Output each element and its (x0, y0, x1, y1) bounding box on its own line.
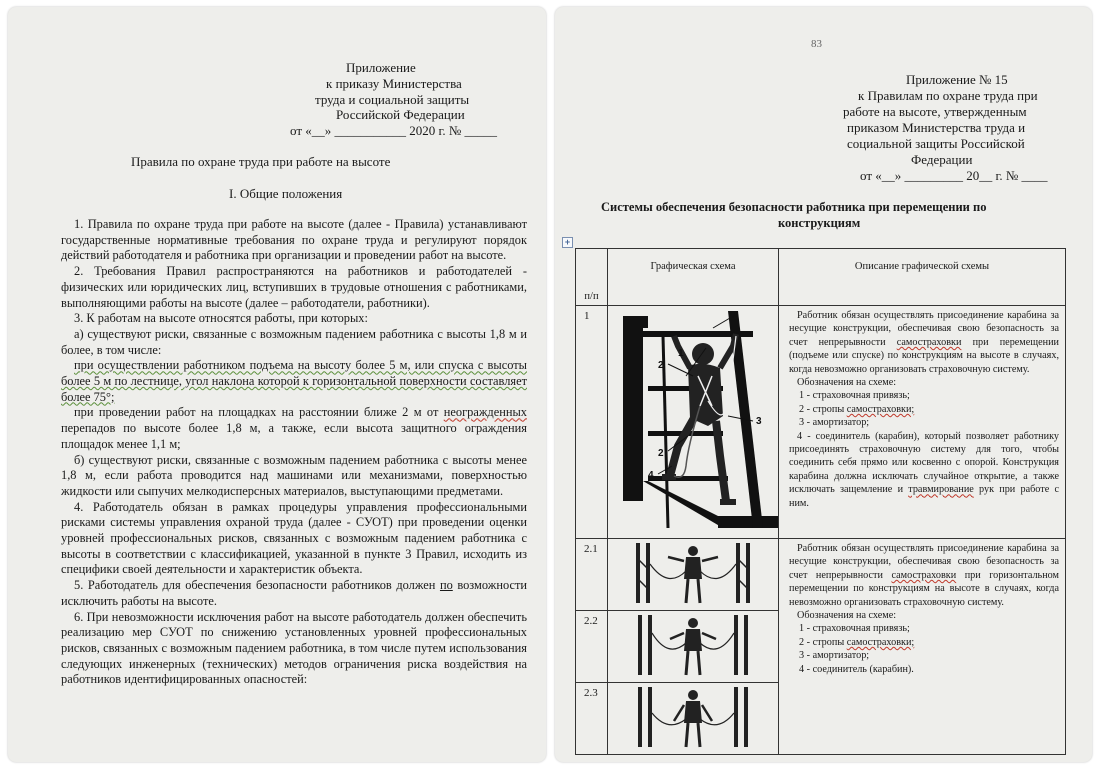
body-text (61, 217, 527, 688)
table-header-row (576, 249, 1066, 306)
header-line: труда и социальной защиты (315, 92, 470, 107)
description-paragraph (789, 542, 1059, 609)
figure-label: 1 (678, 348, 684, 359)
text-span: 4 - соединитель (карабин), который позволяет работнику присоединять страховочную систему для того, чтобы соединить себя прямо или косвенно с опорой. Конструкция карабина должна исключать случайное открытие, а также исключать защемление и (789, 430, 1059, 496)
text-span: при перемещении (подъеме или спуске) по конструкциям на высоте в случаях, когда невозможно организовать страховочную систему. (789, 336, 1059, 375)
paragraph: 4. Работодатель обязан в рамках процедуры управления профессиональными рисками системы управления охраной труда (далее - СУОТ) при проведении оценки уровней профессиональных рисков, связанных с возможным падением работника с высоты в соответствии с классификацией, указанной в пункте 3 Правил, исходить из специфики своей деятельности и характеристик объекта. (61, 499, 527, 577)
header-line: от «__» ___________ 2020 г. № _____ (290, 123, 498, 138)
misspelled-word: самостраховки (896, 336, 962, 348)
row-number: 2.2 (576, 611, 608, 683)
header-line: социальной защиты Российской (847, 136, 1025, 151)
header-line: Федерации (911, 152, 973, 167)
header-line: Приложение № 15 (906, 72, 1008, 87)
table-move-handle-icon[interactable]: + (562, 237, 573, 248)
paragraph: 6. При невозможности исключения работ на высоте работодатель должен обеспечить реализацию мер СУОТ по снижению установленных уровней профессиональных рисков, связанных с возможным падением работника, в том числе путем использования следующих инженерных (технических) методов ограничения риска воздействия на работников идентифицированных опасностей: (61, 609, 527, 687)
text-span: при проведении работ на площадках на расстоянии ближе 2 м от (74, 405, 444, 420)
horizontal-move-diagram (608, 683, 779, 749)
table-row (576, 539, 1066, 611)
figure-label: 2 (658, 360, 664, 371)
column-header (779, 249, 1066, 306)
row-number: 2.3 (576, 683, 608, 755)
column-header (608, 249, 779, 306)
header-line: к приказу Министерства (326, 76, 462, 91)
figure-label: 2 (658, 448, 664, 459)
legend-item: 4 - соединитель (карабин). (799, 663, 914, 675)
legend-item: 1 - страховочная привязь; (799, 390, 910, 402)
table-title: конструкциям (778, 216, 861, 230)
legend-item: 3 - амортизатор; (799, 417, 870, 429)
text-span: 2 - стропы (799, 636, 847, 648)
text-span: перепадов по высоте более 1,8 м, а также, если высота защитного ограждения площадок менее 1,1 м; (61, 421, 527, 451)
section-heading: I. Общие положения (229, 186, 343, 201)
header-line: к Правилам по охране труда при (858, 88, 1038, 103)
text-span: при горизонтальном перемещении по конструкциям на высоте в случаях, когда невозможно организовать страховочную систему. (789, 569, 1059, 608)
description-cell (779, 306, 1066, 539)
legend-item (789, 403, 1059, 416)
column-header (576, 249, 608, 306)
document-title: Правила по охране труда при работе на высоте (131, 154, 391, 169)
underlined-text: при осуществлении работником подъема на высоту более 5 м, или спуска с высоты более 5 м по лестнице, угол наклона которой к горизонтальной поверхности составляет более 75°; (61, 358, 527, 404)
text-span: возможности исключить работы на высоте. (61, 578, 527, 608)
table-title: Системы обеспечения безопасности работника при перемещении по (601, 200, 987, 214)
column-header-label: п/п (584, 291, 599, 302)
text-span: 5. Работодатель для обеспечения безопасности работников должен (74, 578, 440, 593)
header-line: приказом Министерства труда и (847, 120, 1026, 135)
row-number: 1 (576, 306, 608, 539)
page-number: 83 (811, 38, 822, 50)
header-line: Российской Федерации (336, 107, 465, 122)
text-span: Работник обязан осуществлять присоединение карабина за несущие конструкции, обеспечивая свою безопасность за счет непрерывности (789, 310, 1059, 348)
legend-title: Обозначения на схеме: (797, 377, 897, 389)
legend-item: 1 - страховочная привязь; (799, 623, 910, 635)
row-number: 2.1 (576, 539, 608, 611)
horizontal-move-diagram (608, 539, 779, 605)
header-line: от «__» _________ 20__ г. № ____ (860, 168, 1048, 183)
safety-systems-table (575, 248, 1066, 755)
paragraph (61, 578, 527, 609)
legend-item (789, 430, 1059, 510)
misspelled-word: самостраховки (891, 569, 957, 581)
figure-label: 4 (732, 312, 738, 323)
figure-label: 4 (648, 470, 654, 481)
text-span: 2 - стропы (799, 403, 847, 415)
paragraph: б) существуют риски, связанные с возможным падением работника с высоты менее 1,8 м, если работа проводится над машинами или механизмами, поверхностью жидкости или сыпучих мелкодисперсных материалов, выступающими предметами. (61, 452, 527, 498)
underlined-word: по (439, 578, 453, 593)
scheme-cell (608, 611, 779, 683)
legend-item: 3 - амортизатор; (799, 650, 870, 662)
document-page-right (555, 7, 1092, 762)
column-header-label: Описание графической схемы (854, 261, 990, 272)
paragraph: 2. Требования Правил распространяются на работников и работодателей - физических или юридических лиц, вступивших в трудовые отношения с работниками, выполняющими работы на высоте (далее – работодатели, работники). (61, 264, 527, 310)
header-line: Приложение (346, 60, 416, 75)
document-page-left (8, 7, 546, 762)
paragraph: 3. К работам на высоте относятся работы, при которых: (74, 311, 368, 326)
horizontal-move-diagram (608, 611, 779, 677)
scheme-cell (608, 539, 779, 611)
figure-label: 3 (756, 416, 762, 427)
ladder-climb-diagram (608, 306, 779, 533)
misspelled-word: неогражденных (443, 405, 527, 420)
misspelled-word: самостраховки; (846, 636, 915, 648)
text-span: Работник обязан осуществлять присоединение карабина за несущие конструкции, обеспечивая свою безопасность за счет непрерывности (789, 543, 1059, 581)
description-paragraph (789, 309, 1059, 376)
table-row (576, 306, 1066, 539)
misspelled-word: самостраховки; (846, 403, 915, 415)
paragraph: 1. Правила по охране труда при работе на высоте (далее - Правила) устанавливают государственные нормативные требования по охране труда и регулируют порядок действий работодателя и работника при организации и проведении работ на высоте. (61, 217, 527, 263)
scheme-cell (608, 306, 779, 539)
legend-title: Обозначения на схеме: (797, 610, 897, 622)
header-line: работе на высоте, утвержденным (843, 104, 1027, 119)
text-span: рук при работе с ним. (789, 484, 1059, 509)
paragraph-highlighted (61, 358, 527, 405)
column-header-label: Графическая схема (650, 261, 736, 272)
scheme-cell (608, 683, 779, 755)
description-cell (779, 539, 1066, 755)
paragraph: а) существуют риски, связанные с возможным падением работника с высоты 1,8 м и более, в том числе: (61, 326, 527, 357)
legend-item (789, 636, 1059, 649)
paragraph (61, 405, 527, 452)
misspelled-word: травмирование (908, 484, 974, 496)
